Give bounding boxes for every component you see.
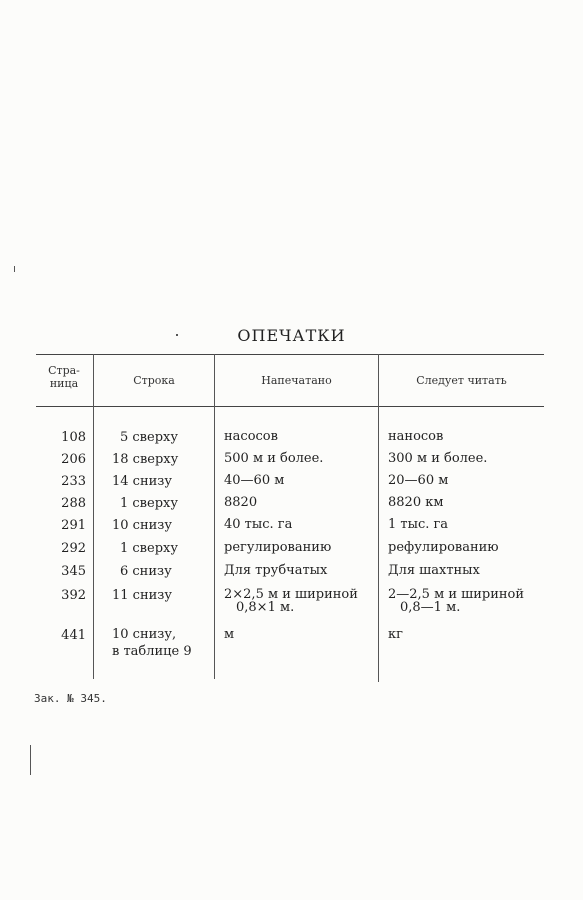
correct-cell: 1 тыс. га: [388, 517, 449, 532]
printed-cell: м: [224, 627, 235, 642]
page-cell: 233: [61, 474, 86, 489]
line-cell: 10 снизу: [112, 518, 173, 533]
correct-cell: 2—2,5 м и шириной 0,8—1 м.: [388, 587, 525, 615]
scan-mark: [14, 266, 15, 272]
correct-cell: 20—60 м: [388, 473, 449, 488]
line-cell: 14 снизу: [112, 474, 173, 489]
line-cell: 1 сверху: [120, 496, 178, 511]
line-cell: 6 снизу: [120, 564, 172, 579]
printed-cell: 500 м и более.: [224, 451, 324, 466]
order-note: Зак. № 345.: [34, 692, 107, 705]
page-cell: 108: [61, 430, 86, 445]
printed-cell: Для трубчатых: [224, 563, 328, 578]
printed-cell: 8820: [224, 495, 258, 510]
table-top-rule: [36, 354, 544, 355]
correct-cell: 8820 км: [388, 495, 444, 510]
column-header-correct: Следует читать: [416, 374, 507, 387]
correct-cell: кг: [388, 627, 403, 642]
printed-cell: 40 тыс. га: [224, 517, 293, 532]
line-cell: 18 сверху: [112, 452, 179, 467]
correct-cell: рефулированию: [388, 540, 499, 555]
column-divider: [93, 354, 94, 679]
page-cell: 206: [61, 452, 86, 467]
printed-cell: 2×2,5 м и шириной 0,8×1 м.: [224, 587, 358, 615]
correct-cell: Для шахтных: [388, 563, 480, 578]
printed-cell: 40—60 м: [224, 473, 285, 488]
page-cell: 291: [61, 518, 86, 533]
line-cell: 11 снизу: [112, 588, 173, 603]
correct-cell: 300 м и более.: [388, 451, 488, 466]
page-cell: 288: [61, 496, 86, 511]
page-cell: 345: [61, 564, 86, 579]
header-rule: [36, 406, 544, 407]
page-title: ОПЕЧАТКИ: [237, 326, 346, 345]
correct-cell: наносов: [388, 429, 444, 444]
line-cell: 5 сверху: [120, 430, 178, 445]
column-header-printed: Напечатано: [261, 374, 332, 387]
scan-mark: [30, 745, 31, 775]
printed-cell: насосов: [224, 429, 278, 444]
printed-cell: регулированию: [224, 540, 332, 555]
page-cell: 292: [61, 541, 86, 556]
line-cell: 10 снизу, в таблице 9: [112, 627, 192, 659]
column-header-line: Строка: [133, 374, 175, 387]
line-cell: 1 сверху: [120, 541, 178, 556]
errata-table: [36, 352, 544, 682]
column-header-page: Стра- ница: [48, 364, 80, 390]
page-cell: 441: [61, 628, 86, 643]
page-cell: 392: [61, 588, 86, 603]
